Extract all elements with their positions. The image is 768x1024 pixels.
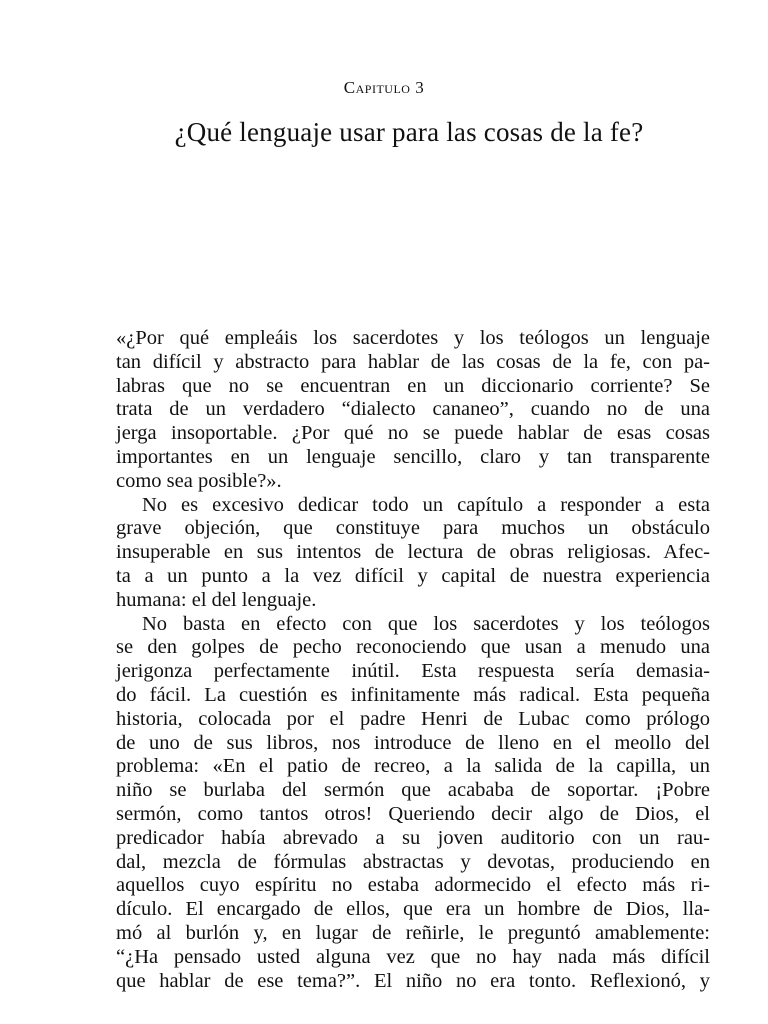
text-line: sermón, como tantos otros! Queriendo decir algo de Dios, el [116,802,710,825]
text-line: predicador había abrevado a su joven auditorio con un rau- [116,826,710,849]
text-line: grave objeción, que constituye para muchos un obstáculo [116,517,710,540]
text-line: niño se burlaba del sermón que acababa de soportar. ¡Pobre [116,779,710,802]
text-line: dículo. El encargado de ellos, que era un hombre de Dios, lla- [116,898,710,921]
text-line: jerga insoportable. ¿Por qué no se puede hablar de esas cosas [116,422,710,445]
text-line: ta a un punto a la vez difícil y capital de nuestra experiencia [116,564,710,587]
text-line: labras que no se encuentran en un diccionario corriente? Se [116,374,710,397]
text-line: de uno de sus libros, nos introduce de lleno en el meollo del [116,731,710,754]
text-line: aquellos cuyo espíritu no estaba adormecido el efecto más ri- [116,874,710,897]
text-line: “¿Ha pensado usted alguna vez que no hay nada más difícil [116,945,710,968]
text-line: tan difícil y abstracto para hablar de las cosas de la fe, con pa- [116,350,710,373]
text-line: jerigonza perfectamente inútil. Esta respuesta sería demasia- [116,660,710,683]
text-line: mó al burlón y, en lugar de reñirle, le preguntó amablemente: [116,921,710,944]
text-line: insuperable en sus intentos de lectura de obras religiosas. Afec- [116,541,710,564]
text-line: do fácil. La cuestión es infinitamente más radical. Esta pequeña [116,683,710,706]
chapter-label: Capitulo 3 [343,78,425,97]
text-line: se den golpes de pecho reconociendo que usan a menudo una [116,636,710,659]
text-line: como sea posible?». [116,469,282,492]
text-line: «¿Por qué empleáis los sacerdotes y los teólogos un lenguaje [116,327,710,349]
text-line: que hablar de ese tema?”. El niño no era tonto. Reflexionó, y [116,969,710,992]
text-line: problema: «En el patio de recreo, a la salida de la capilla, un [116,755,710,778]
chapter-title: ¿Qué lenguaje usar para las cosas de la fe? [174,117,644,147]
text-line: No es excesivo dedicar todo un capítulo a responder a esta [142,493,710,516]
text-line: trata de un verdadero “dialecto cananeo”, cuando no de una [116,398,710,421]
text-line: dal, mezcla de fórmulas abstractas y devotas, produciendo en [116,850,710,873]
text-line: No basta en efecto con que los sacerdotes y los teólogos [142,612,710,635]
text-line: humana: el del lenguaje. [116,588,317,611]
text-line: historia, colocada por el padre Henri de Lubac como prólogo [116,707,710,730]
text-line: importantes en un lenguaje sencillo, claro y tan transparente [116,445,710,468]
body-text [116,327,710,993]
